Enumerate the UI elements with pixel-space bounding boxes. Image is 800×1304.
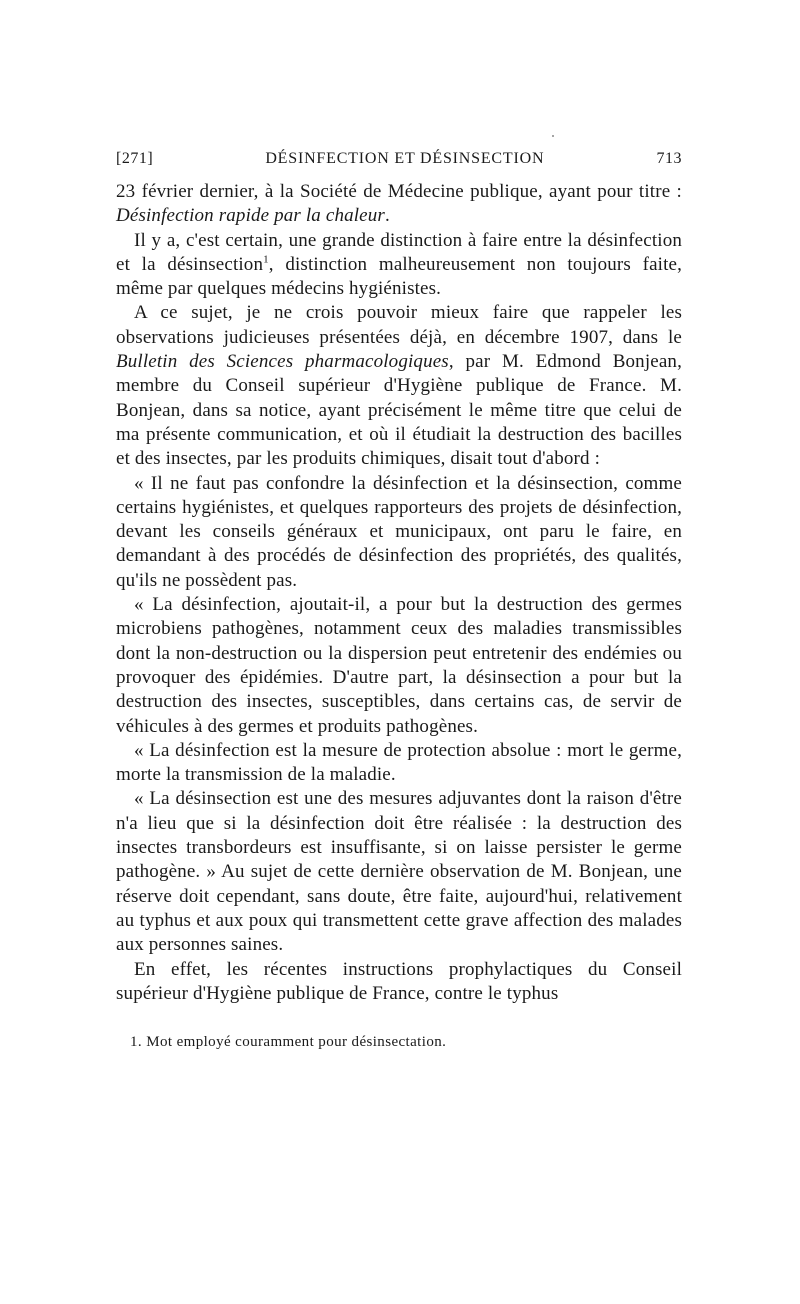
paragraph-quote: « Il ne faut pas confondre la désinfection et la désinsection, comme certains hygiénistes, et quelques rapporteurs des projets de désinfection, devant les conseils généraux et municipaux, ont paru le faire, en demandant à des procédés de désinfection des propriétés, des qualités, qu'ils ne possèdent pas. xyxy=(116,472,682,591)
paragraph: Il y a, c'est certain, une grande distinction à faire entre la désinfection et la désinsection$^1$, distinction malheureusement non toujours faite, même par quelques médecins hygiénistes. xyxy=(116,229,682,300)
body-text xyxy=(116,180,682,1006)
paragraph-quote: « La désinsection est une des mesures adjuvantes dont la raison d'être n'a lieu que si la désinfection doit être réalisée : la destruction des insectes transbordeurs est insuffisante, si on laisse persister le germe pathogène. » Au sujet de cette dernière observation de M. Bonjean, une réserve doit cependant, sans doute, être faite, aujourd'hui, relativement au typhus et aux poux qui transmettent cette grave affection des malades aux personnes saines. xyxy=(116,788,682,956)
page-number: 713 xyxy=(656,150,682,167)
running-title: DÉSINFECTION ET DÉSINSECTION xyxy=(265,150,545,167)
footnote xyxy=(130,1032,682,1052)
footnote-number: 1. xyxy=(130,1034,143,1051)
footnote-text: Mot employé couramment pour désinsectation. xyxy=(146,1034,447,1051)
paragraph-quote: « La désinfection, ajoutait-il, a pour but la destruction des germes microbiens pathogènes, notamment ceux des maladies transmissibles dont la non-destruction ou la dispersion peut entretenir des endémies ou provoquer des épidémies. D'autre part, la désinsection a pour but la destruction des insectes, susceptibles, dans certains cas, de servir de véhicules à des germes et produits pathogènes. xyxy=(116,594,682,737)
paragraph: A ce sujet, je ne crois pouvoir mieux faire que rappeler les observations judicieuses présentées déjà, en décembre 1907, dans le Bulletin des Sciences pharmacologiques, par M. Edmond Bonjean, membre du Conseil supérieur d'Hygiène publique de France. M. Bonjean, dans sa notice, ayant précisément le même titre que celui de ma présente communication, et où il étudiait la destruction des bacilles et des insectes, par les produits chimiques, disait tout d'abord : xyxy=(116,302,682,470)
paragraph-quote: « La désinfection est la mesure de protection absolue : mort le germe, morte la transmission de la maladie. xyxy=(116,739,682,786)
italic-title: Désinfection rapide par la chaleur xyxy=(116,205,385,227)
print-speck xyxy=(552,135,554,137)
paragraph: En effet, les récentes instructions prophylactiques du Conseil supérieur d'Hygiène publique de France, contre le typhus xyxy=(116,958,682,1004)
page-reference: [271] xyxy=(116,150,154,167)
footnote-reference: 1 xyxy=(263,253,269,266)
italic-title: Bulletin des Sciences pharmacologiques xyxy=(116,351,449,373)
book-page xyxy=(116,150,682,1052)
running-header xyxy=(116,150,682,168)
paragraph-continuation: 23 février dernier, à la Société de Médecine publique, ayant pour titre : Désinfection rapide par la chaleur. xyxy=(116,181,682,227)
